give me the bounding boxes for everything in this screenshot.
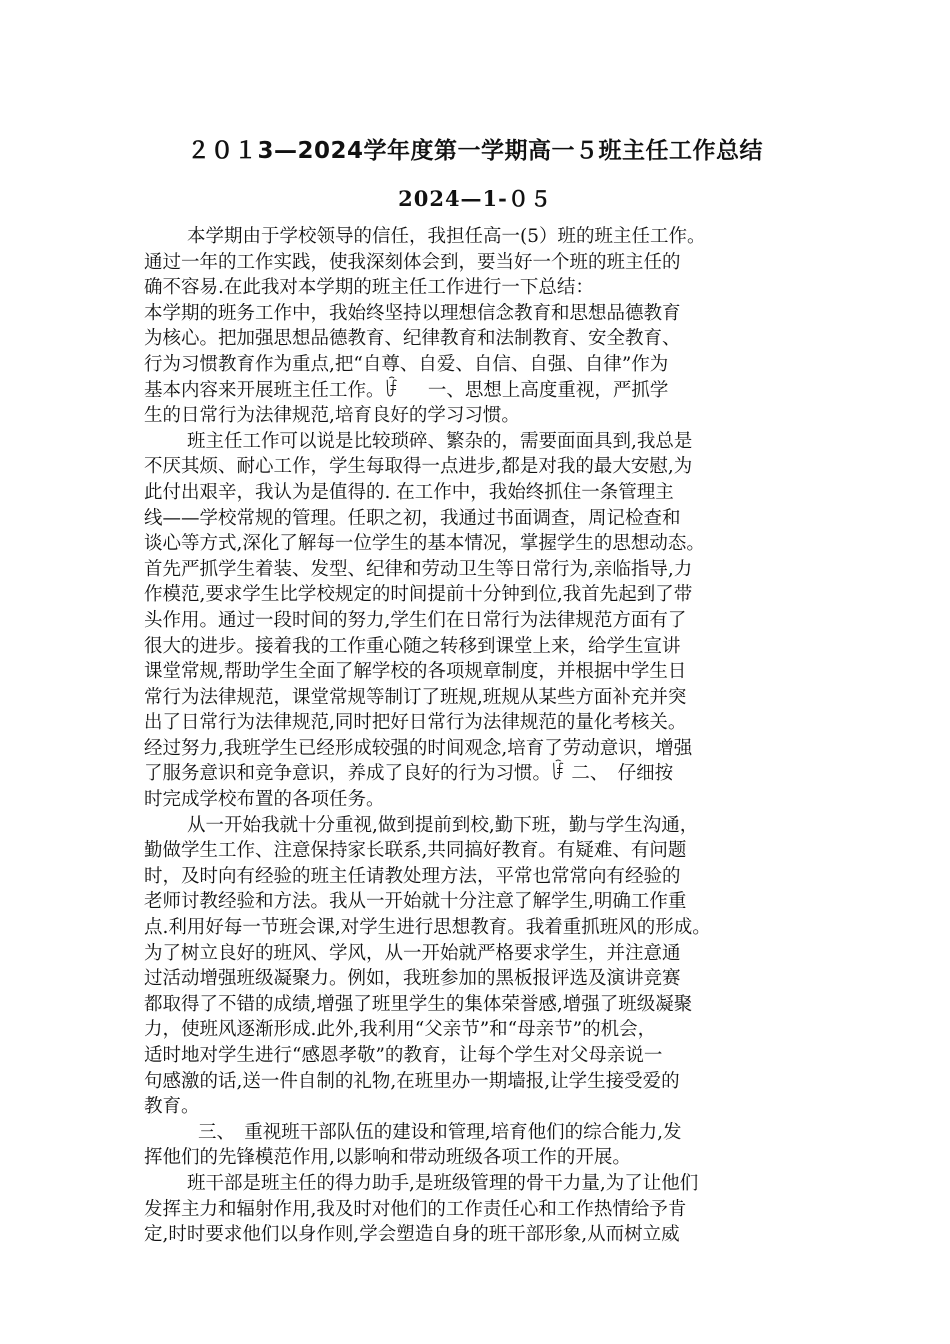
text-line: 基本内容来开展班主任工作。ꀰ 一、思想上高度重视，严抓学 bbox=[144, 379, 669, 401]
text-line: 课堂常规,帮助学生全面了解学校的各项规章制度，并根据中学生日 bbox=[144, 661, 687, 683]
text-line: 本学期的班务工作中，我始终坚持以理想信念教育和思想品德教育 bbox=[144, 302, 681, 324]
text-line: 常行为法律规范，课堂常规等制订了班规,班规从某些方面补充并突 bbox=[144, 686, 687, 708]
text-line: 线——学校常规的管理。任职之初，我通过书面调查，周记检查和 bbox=[144, 507, 681, 529]
text-line: 生的日常行为法律规范,培育良好的学习习惯。 bbox=[144, 405, 520, 427]
text-line: 为了树立良好的班风、学风，从一开始就严格要求学生，并注意通 bbox=[144, 942, 681, 964]
text-line: 为核心。把加强思想品德教育、纪律教育和法制教育、安全教育、 bbox=[144, 328, 681, 350]
document-body bbox=[144, 224, 834, 1248]
text-line: 时完成学校布置的各项任务。 bbox=[144, 789, 385, 811]
text-line: 出了日常行为法律规范,同时把好日常行为法律规范的量化考核关。 bbox=[144, 712, 687, 734]
text-line: 从一开始我就十分重视,做到提前到校,勤下班，勤与学生沟通， bbox=[187, 814, 699, 836]
text-line: 不厌其烦、耐心工作，学生每取得一点进步,都是对我的最大安慰,为 bbox=[144, 456, 693, 478]
text-line: 老师讨教经验和方法。我从一开始就十分注意了解学生,明确工作重 bbox=[144, 891, 687, 913]
text-line: 此付出艰辛，我认为是值得的. 在工作中，我始终抓住一条管理主 bbox=[144, 481, 674, 503]
text-line: 通过一年的工作实践，使我深刻体会到，要当好一个班的班主任的 bbox=[144, 251, 681, 273]
text-line: 头作用。通过一段时间的努力,学生们在日常行为法律规范方面有了 bbox=[144, 609, 687, 631]
text-line: 定,时时要求他们以身作则,学会塑造自身的班干部形象,从而树立威 bbox=[144, 1224, 680, 1246]
text-line: 时，及时向有经验的班主任请教处理方法，平常也常常向有经验的 bbox=[144, 865, 681, 887]
text-line: 经过努力,我班学生已经形成较强的时间观念,培育了劳动意识，增强 bbox=[144, 737, 693, 759]
text-line: 首先严抓学生着装、发型、纪律和劳动卫生等日常行为,亲临指导,力 bbox=[144, 558, 693, 580]
text-line: 谈心等方式,深化了解每一位学生的基本情况，掌握学生的思想动态。 bbox=[144, 533, 705, 555]
text-line: 过活动增强班级凝聚力。例如，我班参加的黑板报评选及演讲竞赛 bbox=[144, 968, 681, 990]
text-line: 适时地对学生进行“感恩孝敬”的教育，让每个学生对父母亲说一 bbox=[144, 1045, 663, 1066]
text-line: 三、 重视班干部队伍的建设和管理,培育他们的综合能力,发 bbox=[198, 1121, 682, 1143]
text-line: 句感激的话,送一件自制的礼物,在班里办一期墙报,让学生接受爱的 bbox=[144, 1070, 680, 1092]
text-line: 确不容易.在此我对本学期的班主任工作进行一下总结： bbox=[144, 277, 594, 299]
text-line: 作模范,要求学生比学校规定的时间提前十分钟到位,我首先起到了带 bbox=[144, 584, 693, 606]
document-date: 2024—1-０５ bbox=[398, 186, 552, 211]
text-line: 班主任工作可以说是比较琐碎、繁杂的，需要面面具到,我总是 bbox=[187, 430, 693, 452]
text-line: 发挥主力和辐射作用,我及时对他们的工作责任心和工作热情给予肯 bbox=[144, 1198, 687, 1220]
text-line: 点.利用好每一节班会课,对学生进行思想教育。我着重抓班风的形成。 bbox=[144, 917, 711, 939]
text-line: 了服务意识和竞争意识，养成了良好的行为习惯。ꀰ 二、 仔细按 bbox=[144, 763, 674, 785]
text-line: 勤做学生工作、注意保持家长联系,共同搞好教育。有疑难、有问题 bbox=[144, 840, 687, 862]
document-title: ２０１3—2024学年度第一学期高一５班主任工作总结 bbox=[186, 138, 764, 164]
text-line: 行为习惯教育作为重点,把“自尊、自爱、自信、自强、自律”作为 bbox=[144, 353, 669, 375]
text-line: 教育。 bbox=[144, 1096, 200, 1118]
text-line: 本学期由于学校领导的信任，我担任高一(5）班的班主任工作。 bbox=[187, 226, 706, 247]
text-line: 班干部是班主任的得力助手,是班级管理的骨干力量,为了让他们 bbox=[187, 1172, 699, 1194]
text-line: 很大的进步。接着我的工作重心随之转移到课堂上来，给学生宣讲 bbox=[144, 635, 681, 657]
text-line: 都取得了不错的成绩,增强了班里学生的集体荣誉感,增强了班级凝聚 bbox=[144, 993, 693, 1015]
text-line: 挥他们的先锋模范作用,以影响和带动班级各项工作的开展。 bbox=[144, 1147, 631, 1169]
text-line: 力，使班风逐渐形成.此外,我利用“父亲节”和“母亲节”的机会， bbox=[144, 1019, 657, 1041]
